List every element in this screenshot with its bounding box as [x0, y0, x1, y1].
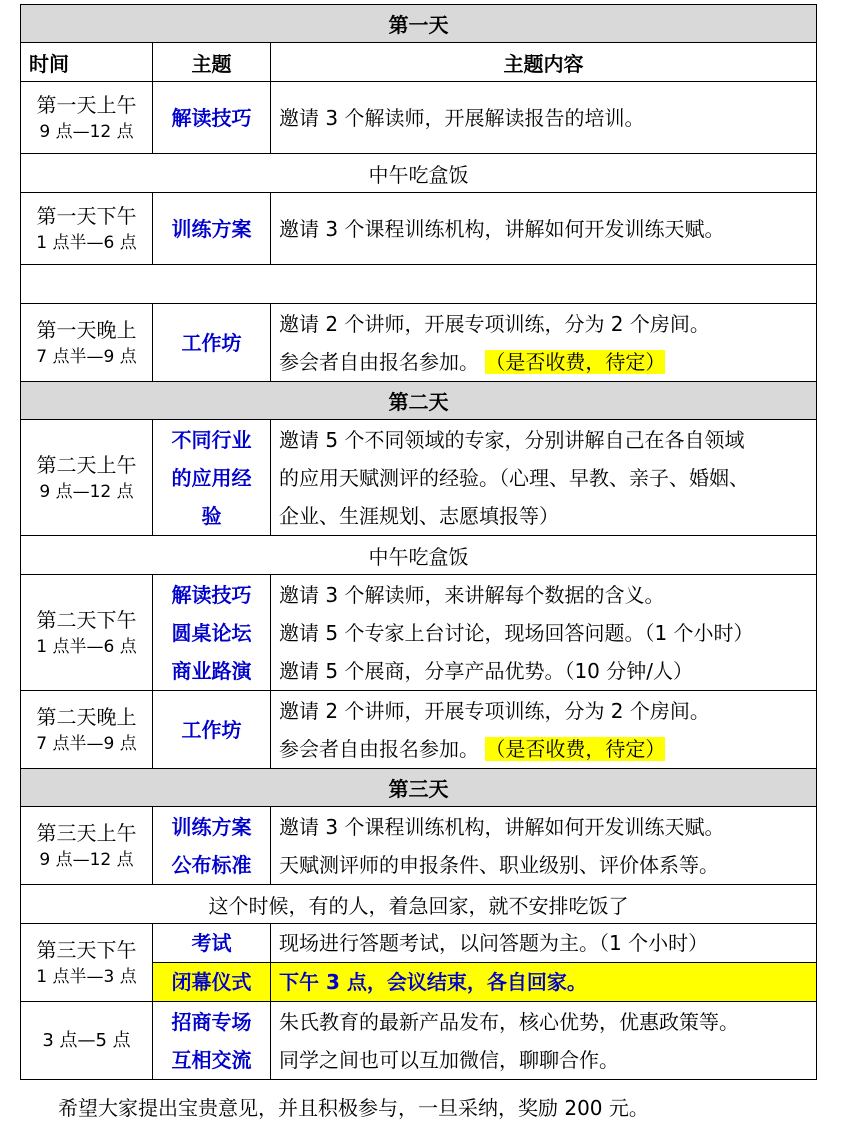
header-topic: 主题: [153, 43, 271, 82]
blank-row: [21, 265, 817, 304]
content-text: 参会者自由报名参加。: [279, 349, 479, 374]
topic-cell: [153, 691, 271, 769]
topic-cell: [153, 807, 271, 885]
time-cell: [21, 575, 153, 691]
column-header-row: [21, 43, 817, 82]
topic-label: 训练方案: [171, 216, 252, 241]
day3-header-row: [21, 769, 817, 807]
topic-label: 解读技巧: [171, 582, 252, 607]
topic-label: 互相交流: [171, 1047, 252, 1072]
content-line: 企业、生涯规划、志愿填报等）: [279, 503, 559, 528]
content-line: 朱氏教育的最新产品发布，核心优势，优惠政策等。: [279, 1009, 739, 1034]
time-cell: [21, 924, 153, 1002]
topic-label: 公布标准: [171, 852, 252, 877]
day2-afternoon-row: [21, 575, 817, 691]
content-line: 现场进行答题考试，以问答题为主。（1 个小时）: [279, 931, 709, 955]
session-hours: 9 点—12 点: [39, 121, 134, 142]
topic-cell: [153, 420, 271, 536]
topic-label: 闭幕仪式: [171, 970, 252, 994]
content-line: 邀请 5 个专家上台讨论，现场回答问题。（1 个小时）: [279, 620, 754, 645]
session-hours: 1 点半—6 点: [36, 636, 137, 657]
day1-evening-row: [21, 304, 817, 382]
day1-morning-row: [21, 82, 817, 154]
lunch-note: 中午吃盒饭: [21, 536, 817, 575]
session-label: 第三天上午: [36, 820, 137, 845]
content-line: 天赋测评师的申报条件、职业级别、评价体系等。: [279, 852, 719, 877]
pending-fee-note: （是否收费，待定）: [485, 349, 666, 374]
session-hours: 3 点—5 点: [42, 1030, 131, 1051]
session-label: 第二天晚上: [36, 704, 137, 729]
session-hours: 1 点半—3 点: [36, 966, 137, 987]
topic-label: 的应用经: [171, 465, 252, 490]
topic-label: 验: [201, 503, 222, 528]
day3-noon-row: [21, 885, 817, 924]
time-cell: [21, 82, 153, 154]
schedule-table: [20, 4, 817, 1080]
pending-fee-note: （是否收费，待定）: [485, 736, 666, 761]
day1-title: 第一天: [21, 5, 817, 43]
content-line: 的应用天赋测评的经验。（心理、早教、亲子、婚姻、: [279, 465, 749, 490]
time-cell: [21, 807, 153, 885]
session-hours: 9 点—12 点: [39, 481, 134, 502]
content-line: 同学之间也可以互加微信，聊聊合作。: [279, 1047, 619, 1072]
content-line: [279, 730, 816, 768]
session-hours: 7 点半—9 点: [36, 346, 137, 367]
content-line: 下午 3 点，会议结束，各自回家。: [279, 970, 587, 994]
content-cell: [271, 1002, 817, 1080]
content-line: 邀请 2 个讲师，开展专项训练，分为 2 个房间。: [279, 311, 710, 336]
content-cell: [271, 420, 817, 536]
noon-note: 这个时候，有的人，着急回家，就不安排吃饭了: [21, 885, 817, 924]
topic-cell: [153, 963, 271, 1002]
topic-label: 商业路演: [171, 658, 252, 683]
content-line: 邀请 3 个课程训练机构，讲解如何开发训练天赋。: [279, 814, 725, 839]
day2-lunch-row: [21, 536, 817, 575]
topic-label: 考试: [191, 931, 232, 955]
topic-label: 工作坊: [181, 717, 242, 742]
session-hours: 7 点半—9 点: [36, 733, 137, 754]
content-cell: [271, 924, 817, 963]
topic-cell: [153, 575, 271, 691]
content-line: 邀请 5 个展商，分享产品优势。（10 分钟/人）: [279, 658, 693, 683]
content-cell: [271, 304, 817, 382]
topic-cell: [153, 924, 271, 963]
content-line: 邀请 3 个解读师，来讲解每个数据的含义。: [279, 582, 665, 607]
day2-title: 第二天: [21, 382, 817, 420]
day3-late-row: [21, 1002, 817, 1080]
content-line: 邀请 3 个解读师，开展解读报告的培训。: [279, 105, 645, 130]
content-cell: [271, 963, 817, 1002]
content-line: 邀请 5 个不同领域的专家，分别讲解自己在各自领域: [279, 427, 745, 452]
day1-afternoon-row: [21, 193, 817, 265]
day2-morning-row: [21, 420, 817, 536]
topic-label: 解读技巧: [171, 105, 252, 130]
content-text: 参会者自由报名参加。: [279, 736, 479, 761]
day2-evening-row: [21, 691, 817, 769]
time-cell: [21, 420, 153, 536]
content-cell: [271, 82, 817, 154]
blank-cell: [21, 265, 817, 304]
session-hours: 9 点—12 点: [39, 849, 134, 870]
day1-lunch-row: [21, 154, 817, 193]
topic-cell: [153, 193, 271, 265]
day3-title: 第三天: [21, 769, 817, 807]
content-cell: [271, 575, 817, 691]
session-label: 第三天下午: [36, 937, 137, 962]
day3-morning-row: [21, 807, 817, 885]
topic-label: 招商专场: [171, 1009, 252, 1034]
content-line: 邀请 3 个课程训练机构，讲解如何开发训练天赋。: [279, 216, 725, 241]
content-line: 邀请 2 个讲师，开展专项训练，分为 2 个房间。: [279, 698, 710, 723]
session-hours: 1 点半—6 点: [36, 232, 137, 253]
session-label: 第一天上午: [36, 92, 137, 117]
header-time: 时间: [21, 43, 153, 82]
topic-label: 工作坊: [181, 330, 242, 355]
topic-label: 不同行业: [171, 427, 252, 452]
time-cell: [21, 691, 153, 769]
day1-header-row: [21, 5, 817, 43]
session-label: 第一天晚上: [36, 317, 137, 342]
content-line: [279, 343, 816, 381]
topic-cell: [153, 82, 271, 154]
day3-exam-row: [21, 924, 817, 963]
time-cell: [21, 1002, 153, 1080]
header-content: 主题内容: [271, 43, 817, 82]
time-cell: [21, 193, 153, 265]
topic-label: 圆桌论坛: [171, 620, 252, 645]
lunch-note: 中午吃盒饭: [21, 154, 817, 193]
content-cell: [271, 807, 817, 885]
topic-cell: [153, 1002, 271, 1080]
session-label: 第二天下午: [36, 607, 137, 632]
time-cell: [21, 304, 153, 382]
topic-label: 训练方案: [171, 814, 252, 839]
content-cell: [271, 193, 817, 265]
content-cell: [271, 691, 817, 769]
day2-header-row: [21, 382, 817, 420]
session-label: 第二天上午: [36, 452, 137, 477]
topic-cell: [153, 304, 271, 382]
session-label: 第一天下午: [36, 203, 137, 228]
footer-note: 希望大家提出宝贵意见，并且积极参与，一旦采纳，奖励 200 元。: [58, 1096, 649, 1120]
